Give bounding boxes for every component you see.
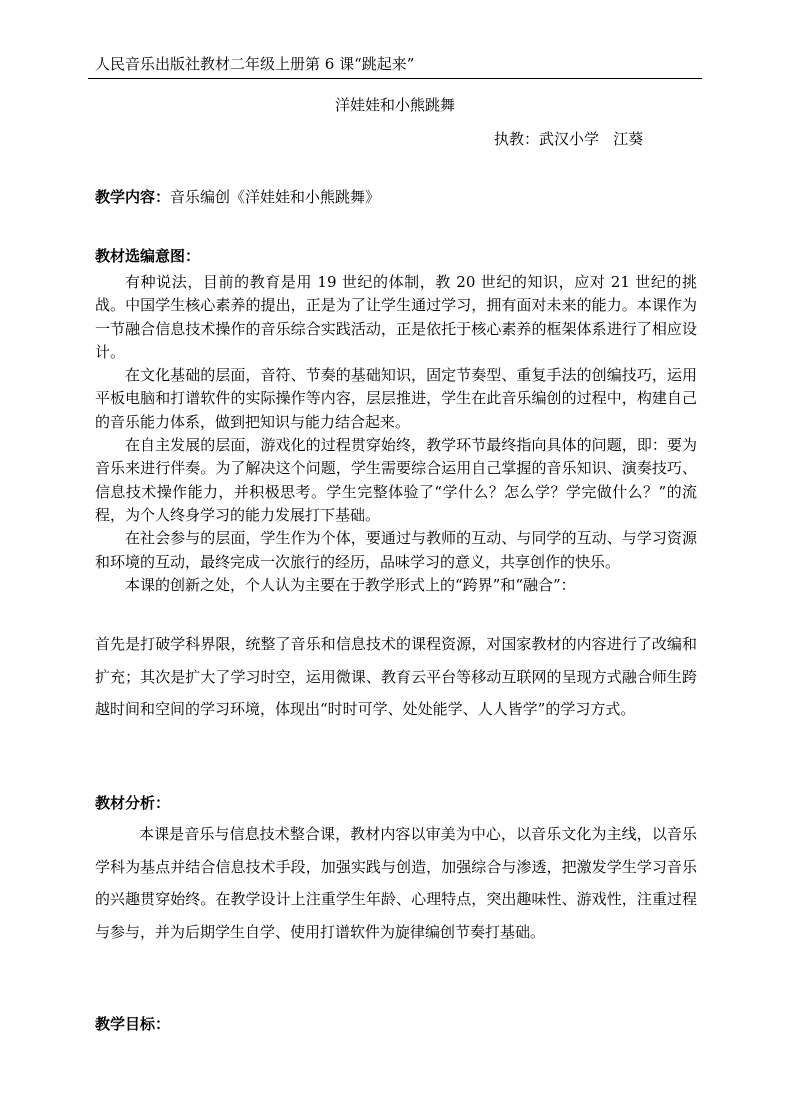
teaching-content-label: 教学内容： [95, 188, 171, 206]
design-intent-paragraph: 在自主发展的层面，游戏化的过程贯穿始终，教学环节最终指向具体的问题，即：要为音乐来进行伴奏。为了解决这个问题，学生需要综合运用自己掌握的音乐知识、演奏技巧、信息技术操作能力，并积极思考。学生完整体验了“学什么？怎么学？学完做什么？”的流程，为个人终身学习的能力发展打下基础。 [95, 436, 697, 524]
teaching-goals-label: 教学目标： [95, 1015, 171, 1033]
teaching-content-value: 音乐编创《洋娃娃和小熊跳舞》 [170, 188, 381, 206]
document-title: 洋娃娃和小熊跳舞 [334, 96, 455, 114]
design-intent-closing: 首先是打破学科界限，统整了音乐和信息技术的课程资源，对国家教材的内容进行了改编和扩充；其次是扩大了学习时空，运用微课、教育云平台等移动互联网的呈现方式融合师生跨越时间和空间的学习环境，体现出“时时可学、处处能学、人人皆学”的学习方式。 [95, 635, 697, 718]
course-header: 人民音乐出版社教材二年级上册第 6 课“跳起来” [95, 55, 415, 73]
material-analysis-text: 本课是音乐与信息技术整合课，教材内容以审美为中心，以音乐文化为主线，以音乐学科为基点并结合信息技术手段，加强实践与创造，加强综合与渗透，把激发学生学习音乐的兴趣贯穿始终。在教学设计上注重学生年龄、心理特点，突出趣味性、游戏性，注重过程与参与，并为后期学生自学、使用打谱软件为旋律编创节奏打基础。 [95, 825, 697, 941]
design-intent-paragraph: 有种说法，目前的教育是用 19 世纪的体制，教 20 世纪的知识，应对 21 世纪的挑战。中国学生核心素养的提出，正是为了让学生通过学习，拥有面对未来的能力。本课作为一节融合信息技术操作的音乐综合实践活动，正是依托于核心素养的框架体系进行了相应设计。 [95, 273, 697, 361]
header-divider [88, 78, 702, 79]
teaching-content-row [95, 186, 380, 208]
design-intent-body [95, 271, 697, 597]
author-line: 执教：武汉小学 江葵 [494, 130, 644, 148]
design-intent-paragraph: 本课的创新之处，个人认为主要在于教学形式上的“跨界”和“融合”： [125, 575, 576, 594]
design-intent-paragraph: 在社会参与的层面，学生作为个体，要通过与教师的互动、与同学的互动、与学习资源和环境的互动，最终完成一次旅行的经历，品味学习的意义，共享创作的快乐。 [95, 529, 697, 571]
design-intent-paragraph: 在文化基础的层面，音符、节奏的基础知识，固定节奏型、重复手法的创编技巧，运用平板电脑和打谱软件的实际操作等内容，层层推进，学生在此音乐编创的过程中，构建自己的音乐能力体系，做到把知识与能力结合起来。 [95, 366, 697, 431]
material-analysis-label: 教材分析： [95, 794, 171, 812]
design-intent-label: 教材选编意图： [95, 247, 201, 265]
